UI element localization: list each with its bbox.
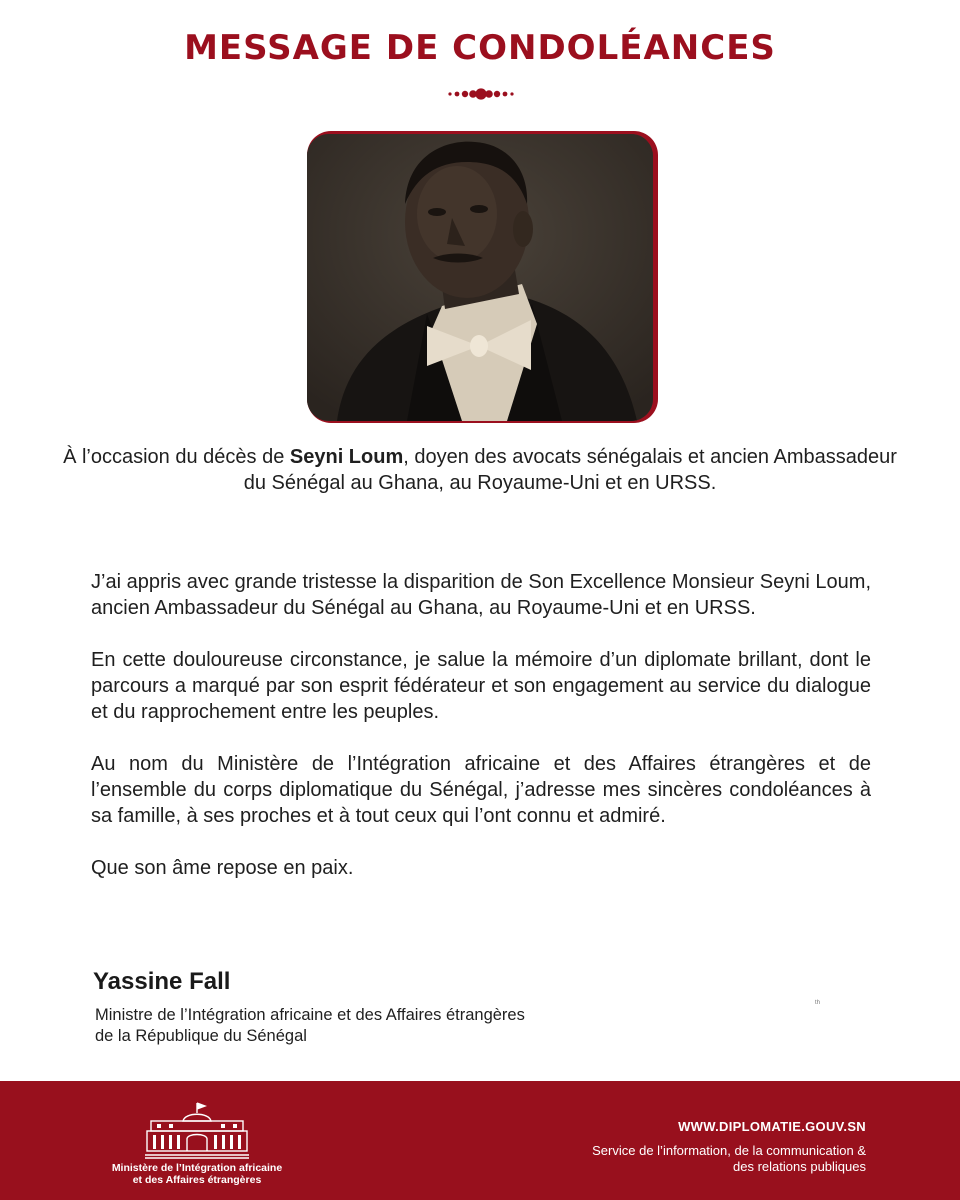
body-paragraph: J’ai appris avec grande tristesse la disparition de Son Excellence Monsieur Seyni Loum, ancien Ambassadeur du Sénégal au Ghana, au Royaume-Uni et en URSS. [91, 571, 871, 619]
intro-after: , doyen des avocats sénégalais et ancien Ambassadeur du Sénégal au Ghana, au Royaume-Uni et en URSS. [243, 446, 897, 494]
signatory-role [95, 1005, 655, 1047]
intro-text [60, 444, 900, 496]
service-name-line1: Service de l’information, de la communication & [592, 1143, 866, 1158]
signatory-name: Yassine Fall [93, 968, 231, 995]
portrait-illustration [307, 134, 653, 421]
signatory-role-line2: de la République du Sénégal [95, 1027, 307, 1045]
deceased-name: Seyni Loum [289, 446, 404, 468]
intro-before: À l’occasion du décès de [63, 446, 290, 468]
message-body [91, 569, 871, 907]
portrait-photo [307, 134, 653, 421]
ornament-divider-icon [447, 86, 515, 102]
website-link[interactable]: WWW.DIPLOMATIE.GOUV.SN [678, 1119, 866, 1134]
signatory-role-line1: Ministre de l’Intégration africaine et des Affaires étrangères [95, 1006, 525, 1024]
small-mark: th [815, 1000, 821, 1006]
ministry-name-line2: et des Affaires étrangères [132, 1174, 262, 1186]
body-paragraph: Au nom du Ministère de l’Intégration africaine et des Affaires étrangères et de l’ensemble du corps diplomatique du Sénégal, j’adresse mes sincères condoléances à sa famille, à ses proches et à tout ceux qui l’ont connu et admiré. [91, 753, 871, 827]
ministry-name-line1: Ministère de l’Intégration africaine [111, 1162, 283, 1174]
body-paragraph: En cette douloureuse circonstance, je salue la mémoire d’un diplomate brillant, dont le parcours a marqué par son esprit fédérateur et son engagement au service du dialogue et du rapprochement entre les peuples. [91, 649, 871, 723]
ministry-building-icon [143, 1101, 251, 1159]
service-name [546, 1143, 866, 1175]
footer [0, 1081, 960, 1200]
body-paragraph: Que son âme repose en paix. [91, 857, 354, 879]
ministry-name [105, 1162, 289, 1186]
page-title: MESSAGE DE CONDOLÉANCES [184, 28, 776, 68]
service-name-line2: des relations publiques [733, 1159, 866, 1174]
